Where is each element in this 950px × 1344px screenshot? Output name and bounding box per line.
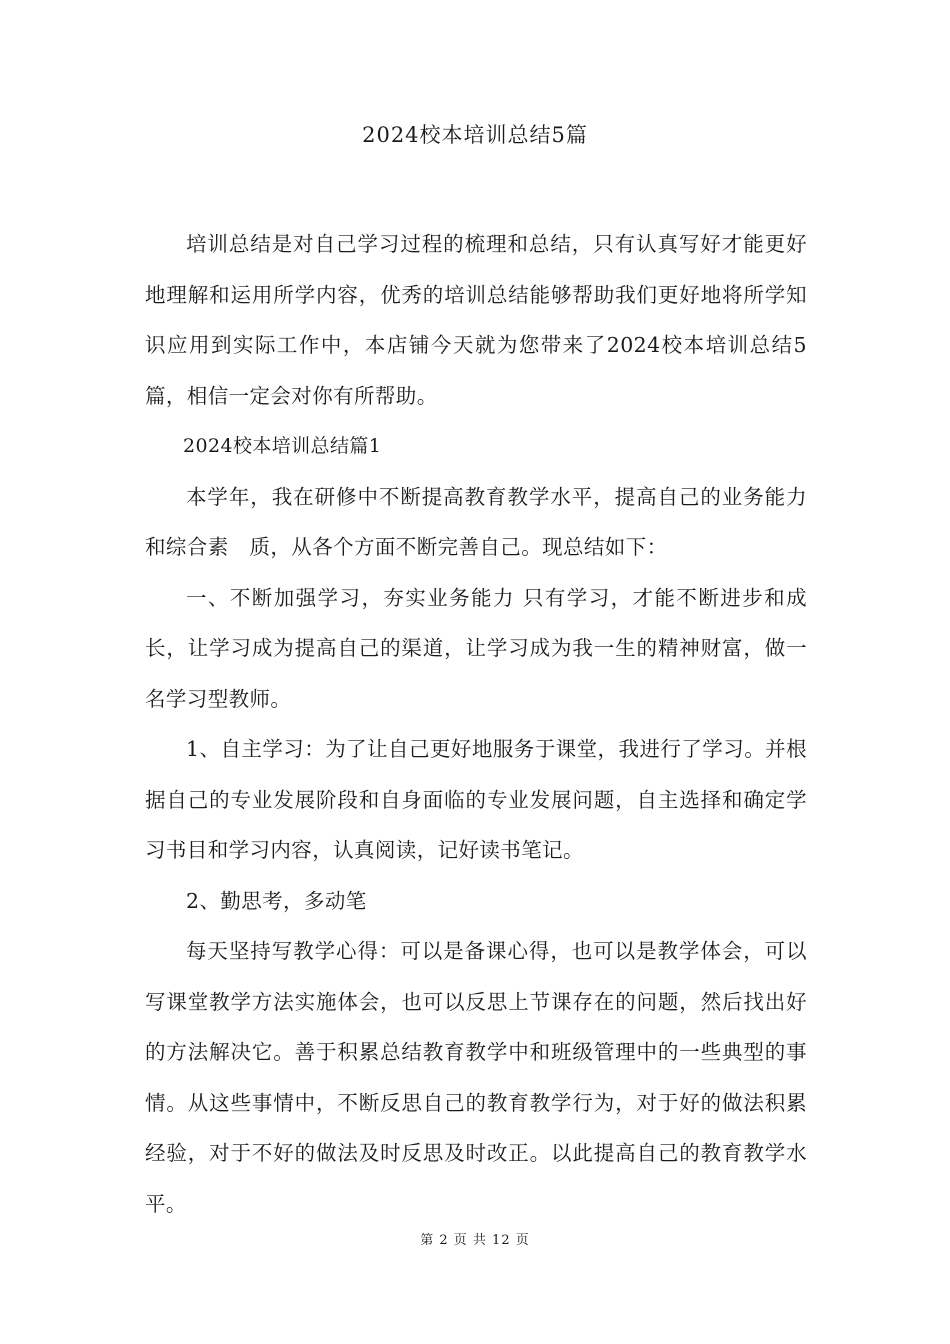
body-paragraph: 一、不断加强学习，夯实业务能力 只有学习，才能不断进步和成长，让学习成为提高自己的渠道，让学习成为我一生的精神财富，做一名学习型教师。 [145,585,807,711]
section-heading: 2024校本培训总结篇1 [183,435,382,457]
body-paragraph: 1、自主学习：为了让自己更好地服务于课堂，我进行了学习。并根据自己的专业发展阶段和自身面临的专业发展问题，自主选择和确定学习书目和学习内容，认真阅读，记好读书笔记。 [145,737,807,862]
subsection-heading: 2、勤思考，多动笔 [186,888,367,913]
document-body [145,219,807,1229]
body-paragraph: 每天坚持写教学心得：可以是备课心得，也可以是教学体会，可以写课堂教学方法实施体会，也可以反思上节课存在的问题，然后找出好的方法解决它。善于积累总结教育教学中和班级管理中的一些典型的事情。从这些事情中，不断反思自己的教育教学行为，对于好的做法积累经验，对于不好的做法及时反思及时改正。以此提高自己的教育教学水平。 [145,939,807,1216]
page-number-footer: 第 2 页 共 12 页 [420,1233,530,1248]
intro-paragraph: 培训总结是对自己学习过程的梳理和总结，只有认真写好才能更好地理解和运用所学内容，优秀的培训总结能够帮助我们更好地将所学知识应用到实际工作中，本店铺今天就为您带来了2024校本培训总结5篇，相信一定会对你有所帮助。 [145,232,807,408]
body-paragraph: 本学年，我在研修中不断提高教育教学水平，提高自己的业务能力和综合素 质，从各个方面不断完善自己。现总结如下： [145,484,807,559]
document-title: 2024校本培训总结5篇 [362,123,588,147]
